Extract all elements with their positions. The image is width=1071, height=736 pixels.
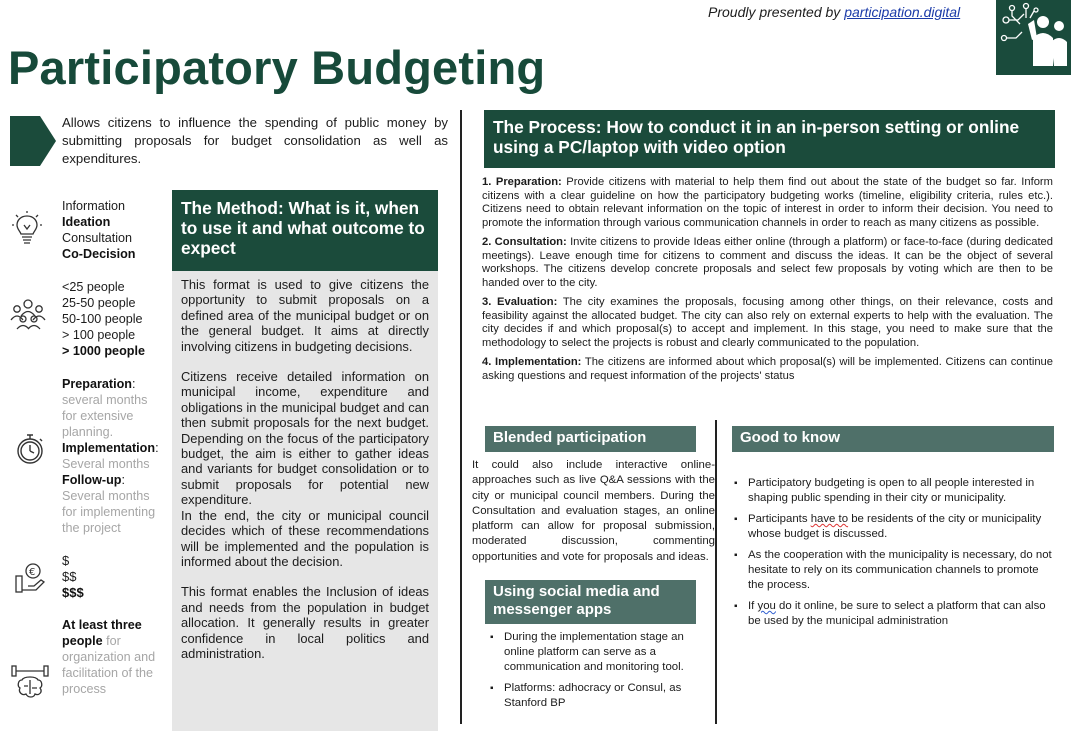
cost-levels	[62, 553, 84, 601]
social-list	[490, 630, 705, 717]
list-item-text: be residents of the city or municipality whose budget is discussed.	[748, 513, 1042, 540]
cost-option: $$	[62, 569, 77, 584]
implementation-duration: Several months	[62, 457, 150, 471]
subcolumn-divider	[715, 420, 717, 724]
process-step	[482, 176, 1053, 230]
preparation-duration: for extensive	[62, 409, 134, 423]
list-item-text: have to	[810, 513, 849, 525]
level-ideation: Ideation	[62, 215, 111, 229]
step-label: 1. Preparation:	[482, 176, 562, 188]
level-consultation: Consultation	[62, 231, 133, 245]
timing-info	[62, 376, 159, 536]
cost-option-selected: $$$	[62, 585, 84, 600]
intro-text: Allows citizens to influence the spending of public money by submitting proposals for budget consolidation as well as expenditures.	[62, 115, 448, 166]
list-item: ▪ During the implementation stage an online platform can serve as a communication and monitoring tool.	[490, 630, 705, 675]
list-item: ▪ Platforms: adhocracy or Consul, as Stanford BP	[490, 681, 705, 711]
preparation-duration: planning.	[62, 425, 114, 439]
implementation-label: Implementation	[62, 441, 156, 455]
level-codecision: Co-Decision	[62, 247, 136, 261]
method-heading: The Method: What is it, when to use it and what outcome to expect	[172, 190, 438, 271]
list-item-text: you	[757, 600, 776, 612]
preparation-duration: several months	[62, 393, 148, 407]
staff-count: people	[62, 634, 103, 648]
size-option: 50-100 people	[62, 312, 143, 326]
size-option: > 100 people	[62, 328, 136, 342]
staff-count: At least three	[62, 618, 142, 632]
cost-option: $	[62, 553, 70, 568]
list-item: ▪ As the cooperation with the municipality is necessary, do not hesitate to rely on its communication channels to promote the process.	[734, 548, 1052, 593]
brain-weight-icon	[10, 662, 50, 707]
method-paragraph: This format enables the Inclusion of ideas and needs from the population in budget allocation. It generally results in greater confidence in local politics and administration.	[181, 584, 429, 661]
list-item-text: If	[748, 600, 758, 612]
process-step	[482, 236, 1053, 290]
step-label: 4. Implementation:	[482, 356, 582, 368]
group-sizes	[62, 279, 145, 359]
staff-info	[62, 617, 155, 697]
size-option: 25-50 people	[62, 296, 136, 310]
list-item	[734, 599, 1052, 629]
stopwatch-icon	[14, 432, 46, 471]
method-paragraph: Citizens receive detailed information on municipal income, expenditure and obligations in the municipal budget and can then submit proposals for the next budget. Depending on the focus of the participatory budget, the aim is either to gather ideas and variants for budget consolidation or to submit proposals for potential new expenditure.	[181, 369, 429, 508]
staff-purpose: process	[62, 682, 107, 696]
page-title: Participatory Budgeting	[8, 41, 546, 94]
people-group-icon	[10, 296, 46, 335]
step-text: The citizens are informed about which proposal(s) will be implemented. Citizens can continue asking questions and request information of the projects' status	[482, 356, 1053, 382]
followup-label: Follow-up	[62, 473, 122, 487]
staff-purpose: organization and	[62, 650, 156, 664]
staff-purpose: facilitation of the	[62, 666, 154, 680]
followup-colon: :	[121, 473, 125, 487]
implementation-colon: :	[155, 441, 159, 455]
size-option-selected: > 1000 people	[62, 344, 145, 358]
step-label: 3. Evaluation:	[482, 296, 558, 308]
list-item-text: Participants	[748, 513, 811, 525]
process-heading: The Process: How to conduct it in an in-person setting or online using a PC/laptop with video option	[484, 110, 1055, 168]
level-information: Information	[62, 199, 125, 213]
money-icon	[14, 562, 46, 599]
participation-levels	[62, 198, 135, 262]
blended-heading: Blended participation	[485, 426, 696, 452]
method-body	[172, 271, 438, 731]
lightbulb-icon	[12, 210, 42, 251]
column-divider	[460, 110, 462, 724]
step-text: Provide citizens with material to help them find out about the state of the budget so far. Inform citizens with a clear guideline on how the participatory budgeting works (timeline, eligibility criteria, rules etc.). Citizens need to obtain relevant information on the topic of interest in order to inform their decision. You need to promote the information through various communication channels in order to reach as many citizens as possible.	[482, 176, 1053, 229]
step-text: Invite citizens to provide Ideas either online (through a platform) or face-to-face (during dedicated meetings). Leave enough time for citizens to comment and discuss the ideas. It can be the object of several workshops. The citizens develop concrete proposals and select few proposals by voting which are then to be handed over to the city.	[482, 236, 1053, 289]
presented-by-label: Proudly presented by	[708, 4, 845, 20]
blended-text: It could also include interactive online-approaches such as live Q&A sessions with the city or municipal council members. During the Consultation and evaluation stages, an online platform can allow for proposal submission, moderated discussion, commenting opportunities and vote for proposals and ideas.	[472, 459, 715, 563]
step-label: 2. Consultation:	[482, 236, 567, 248]
followup-duration: Several months	[62, 489, 150, 503]
method-paragraph: In the end, the city or municipal council decides which of these recommendations will be implemented and the population is informed about the decision.	[181, 507, 429, 569]
participation-logo-icon	[996, 0, 1071, 75]
step-text: The city examines the proposals, focusing among other things, on their relevance, costs and feasibility against the allocated budget. The city can also rely on external experts to help with the evaluation. The city decides if and which proposal(s) to accept and implement. In this stage, you need to make sure that the methodology to select the projects is robust and clearly communicated to the population.	[482, 296, 1053, 349]
preparation-label: Preparation	[62, 377, 132, 391]
method-paragraph: This format is used to give citizens the opportunity to submit proposals on a defined area of the municipal budget or on the general budget. It aims at directly involving citizens in budgeting decisions.	[181, 277, 429, 354]
presented-by	[708, 4, 960, 20]
followup-duration: the project	[62, 521, 121, 535]
social-heading: Using social media and messenger apps	[485, 580, 696, 624]
arrow-icon	[10, 116, 56, 171]
list-item	[734, 512, 1052, 542]
size-option: <25 people	[62, 280, 125, 294]
list-item: ▪ Participatory budgeting is open to all people interested in shaping public spending in their city or municipality.	[734, 476, 1052, 506]
preparation-colon: :	[132, 377, 136, 391]
svg-text:€: €	[29, 567, 36, 578]
good-to-know-heading: Good to know	[732, 426, 1054, 452]
participation-link[interactable]: participation.digital	[844, 4, 961, 20]
process-step	[482, 296, 1053, 350]
process-steps	[482, 176, 1053, 389]
followup-duration: for implementing	[62, 505, 156, 519]
staff-purpose: for	[102, 634, 121, 648]
list-item-text: do it online, be sure to select a platform that can also be used by the municipal administration	[748, 600, 1046, 627]
good-to-know-list	[734, 476, 1052, 635]
process-step	[482, 356, 1053, 383]
